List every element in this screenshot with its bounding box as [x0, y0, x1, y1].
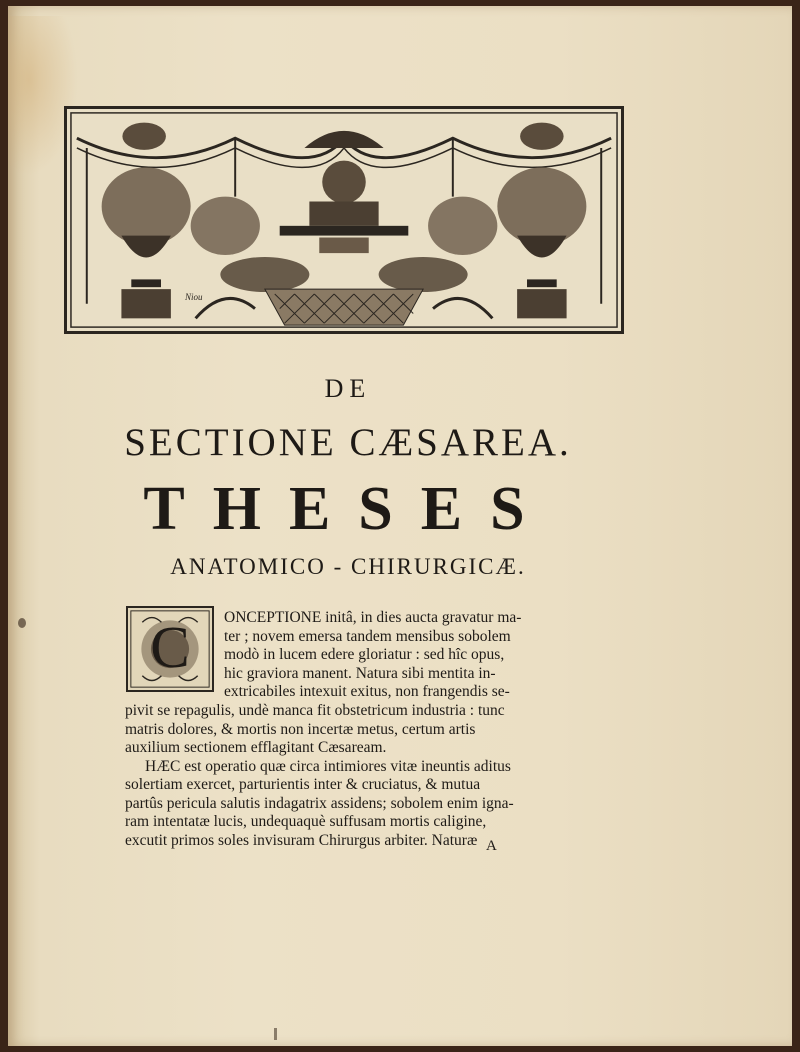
title-theses: THESES [143, 475, 553, 543]
ink-smudge [18, 618, 26, 628]
text-line: ram intentatæ lucis, undequaquè suffusam mortis caligine, [125, 813, 487, 830]
text-line: extricabiles intexuit exitus, non frangendis se- [224, 683, 510, 700]
text-line: partûs pericula salutis indagatrix assidens; sobolem enim igna- [125, 794, 514, 812]
text-line: solertiam exercet, parturientis inter & cruciatus, & mutua [125, 776, 481, 793]
text-line: modò in lucem edere gloriatur : sed hîc opus, [224, 646, 505, 663]
text-line: ONCEPTIONE initâ, in dies aucta gravatur ma- [224, 609, 522, 626]
engraver-signature: Niou [185, 292, 203, 302]
text-line: ter ; novem emersa tandem mensibus sobolem [224, 627, 511, 645]
text-line: HÆC est operatio quæ circa intimiores vitæ ineuntis aditus [145, 757, 511, 775]
initial-letter-glyph: C [150, 614, 190, 681]
book-page [8, 6, 792, 1046]
engraved-headpiece-ornament [64, 106, 624, 334]
decorated-initial-letter [126, 606, 214, 692]
title-anatomico-chirurgicae: ANATOMICO - CHIRURGICÆ. [170, 554, 526, 579]
text-line: hic graviora manent. Natura sibi mentita in- [224, 664, 496, 682]
catchword-signature: A [486, 838, 497, 854]
paragraph-1-indented [224, 609, 564, 702]
ink-smudge [274, 1028, 277, 1040]
title-de: DE [324, 374, 372, 403]
title-sectione-caesarea: SECTIONE CÆSAREA. [124, 421, 572, 464]
text-line: pivit se repagulis, undè manca fit obstetricum industria : tunc [125, 702, 505, 719]
text-line: auxilium sectionem efflagitant Cæsaream. [125, 739, 387, 756]
body-text-block [125, 702, 565, 850]
text-line: matris dolores, & mortis non incertæ metus, certum artis [125, 720, 476, 738]
text-line: excutit primos soles invisuram Chirurgus arbiter. Naturæ [125, 831, 478, 849]
